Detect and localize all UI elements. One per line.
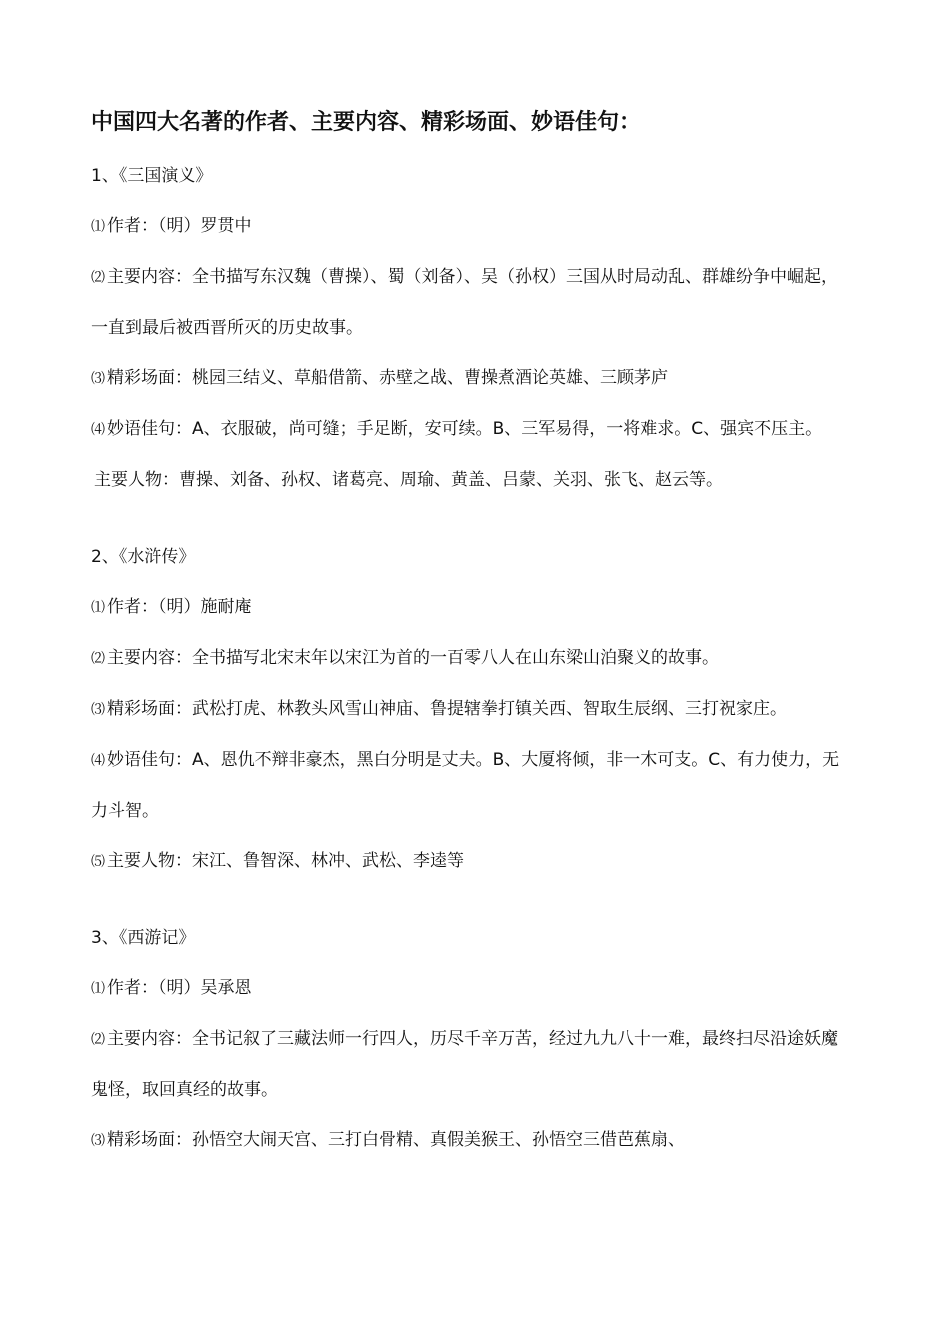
line-text: 主要人物：宋江、鲁智深、林冲、武松、李逵等 [107, 851, 464, 871]
author-line [91, 582, 851, 633]
line-text: 作者：（明）吴承恩 [107, 978, 252, 998]
quotes-line [91, 735, 851, 836]
section-xiyou [91, 913, 851, 1166]
line-text: 精彩场面：武松打虎、林教头风雪山神庙、鲁提辖拳打镇关西、智取生辰纲、三打祝家庄。 [107, 699, 787, 719]
summary-line [91, 252, 851, 353]
item-number: ⑷ [91, 753, 104, 769]
scenes-line [91, 684, 851, 735]
line-text: 主要内容：全书描写北宋末年以宋江为首的一百零八人在山东梁山泊聚义的故事。 [107, 648, 719, 668]
author-line [91, 963, 851, 1014]
section-heading: 1、《三国演义》 [91, 166, 213, 186]
item-number: ⑷ [91, 422, 104, 438]
line-text: 妙语佳句：A、衣服破，尚可缝；手足断，安可续。B、三军易得，一将难求。C、强宾不压主。 [107, 419, 823, 439]
characters-line [91, 455, 851, 506]
item-number: ⑴ [91, 600, 104, 616]
line-text: 作者：（明）施耐庵 [107, 597, 252, 617]
section-heading: 2、《水浒传》 [91, 547, 196, 567]
item-number: ⑶ [91, 371, 104, 387]
item-number: ⑵ [91, 651, 104, 667]
section-heading: 3、《西游记》 [91, 928, 196, 948]
item-number: ⑶ [91, 702, 104, 718]
item-number: ⑴ [91, 981, 104, 997]
document-page [91, 104, 851, 1166]
item-number: ⑵ [91, 270, 104, 286]
scenes-line [91, 353, 851, 404]
item-number: ⑵ [91, 1032, 104, 1048]
line-text: 精彩场面：孙悟空大闹天宫、三打白骨精、真假美猴王、孙悟空三借芭蕉扇、 [107, 1130, 685, 1150]
characters-line [91, 836, 851, 887]
section-sanguo [91, 151, 851, 506]
author-line [91, 201, 851, 252]
line-text: 主要人物：曹操、刘备、孙权、诸葛亮、周瑜、黄盖、吕蒙、关羽、张飞、赵云等。 [94, 470, 723, 490]
summary-line [91, 633, 851, 684]
scenes-line [91, 1115, 851, 1166]
quotes-line [91, 404, 851, 455]
document-title: 中国四大名著的作者、主要内容、精彩场面、妙语佳句： [91, 110, 642, 135]
line-text: 作者：（明）罗贯中 [107, 216, 252, 236]
item-number: ⑴ [91, 219, 104, 235]
item-number: ⑸ [91, 854, 104, 870]
line-text: 妙语佳句：A、恩仇不辩非豪杰，黑白分明是丈夫。B、大厦将倾，非一木可支。C、有力使力，无力斗智。 [91, 750, 840, 821]
line-text: 精彩场面：桃园三结义、草船借箭、赤壁之战、曹操煮酒论英雄、三顾茅庐 [107, 368, 668, 388]
line-text: 主要内容：全书描写东汉魏（曹操）、蜀（刘备）、吴（孙权）三国从时局动乱、群雄纷争中崛起，一直到最后被西晋所灭的历史故事。 [91, 267, 838, 338]
section-shuihu [91, 532, 851, 887]
summary-line [91, 1014, 851, 1115]
line-text: 主要内容：全书记叙了三藏法师一行四人，历尽千辛万苦，经过九九八十一难，最终扫尽沿途妖魔鬼怪，取回真经的故事。 [91, 1029, 838, 1100]
item-number: ⑶ [91, 1133, 104, 1149]
